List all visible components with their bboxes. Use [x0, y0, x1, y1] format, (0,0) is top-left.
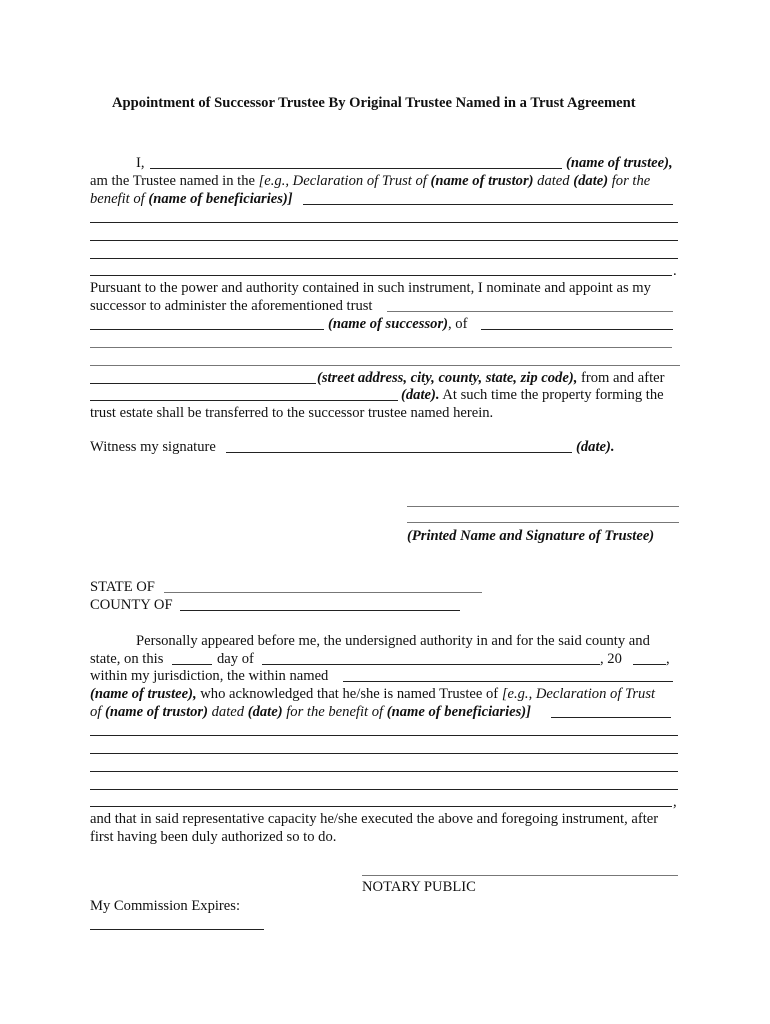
- name-of-trustee-hint: (name of trustee),: [566, 155, 673, 171]
- ack-line5: [90, 703, 531, 721]
- successor-name-line[interactable]: [90, 329, 324, 330]
- state-line[interactable]: [164, 592, 482, 593]
- blank-line-3[interactable]: [90, 258, 678, 259]
- day-line[interactable]: [172, 664, 212, 665]
- ack-date-hint: (date): [247, 704, 283, 720]
- ack-name-of-beneficiaries-hint: (name of beneficiaries)]: [386, 704, 532, 720]
- trustee-name-line[interactable]: [150, 168, 562, 169]
- ack-state-on-this: state, on this: [90, 651, 164, 667]
- address-line-3[interactable]: [90, 383, 316, 384]
- name-of-beneficiaries-hint: (name of beneficiaries)]: [148, 191, 293, 207]
- p2-line2: successor to administer the aforementioned trust: [90, 298, 373, 314]
- blank-line-4[interactable]: [90, 275, 672, 276]
- address-line-1[interactable]: [90, 347, 672, 348]
- p2-line1: Pursuant to the power and authority contained in such instrument, I nominate and appoint as my: [90, 280, 651, 296]
- ack-blank-line-2[interactable]: [90, 753, 678, 754]
- trust-name-line[interactable]: [387, 311, 673, 312]
- ack-trailing-comma: ,: [673, 794, 677, 810]
- commission-expires-label: My Commission Expires:: [90, 898, 240, 914]
- blank-line-1[interactable]: [90, 222, 678, 223]
- ack-comma: ,: [666, 651, 670, 667]
- street-address-hint: (street address, city, county, state, zip code),: [317, 370, 578, 386]
- named-trustee-line[interactable]: [343, 681, 673, 682]
- trustee-signature-line[interactable]: [407, 522, 679, 523]
- witness-label: Witness my signature: [90, 439, 216, 455]
- ack-name-of-trustor-hint: (name of trustor): [105, 704, 208, 720]
- p1-benefit-of: benefit of: [90, 191, 149, 207]
- ack-line4: [90, 685, 655, 703]
- p2-line3: [328, 315, 467, 333]
- p1-line2: [90, 172, 650, 190]
- witness-date-hint: (date).: [576, 439, 615, 455]
- ack-for-benefit: for the benefit of: [282, 704, 387, 720]
- witness-signature-line[interactable]: [226, 452, 572, 453]
- page-title: Appointment of Successor Trustee By Original Trustee Named in a Trust Agreement: [112, 95, 636, 111]
- ack-name-of-trustee-hint: (name of trustee),: [90, 686, 197, 702]
- name-of-trustor-hint: (name of trustor): [430, 173, 534, 189]
- signature-caption: (Printed Name and Signature of Trustee): [407, 528, 655, 544]
- effective-date-line[interactable]: [90, 400, 398, 401]
- p1-for-the: for the: [608, 173, 651, 189]
- ack-dated: dated: [207, 704, 248, 720]
- ack-year-prefix: , 20: [600, 651, 622, 667]
- p2-of: , of: [447, 316, 468, 332]
- ack-line7: first having been duly authorized so to do.: [90, 829, 337, 845]
- ack-day-of: day of: [217, 651, 254, 667]
- ack-line1: Personally appeared before me, the undersigned authority in and for the said county and: [136, 633, 650, 649]
- ack-blank-line-3[interactable]: [90, 771, 678, 772]
- date-hint-2: (date).: [401, 387, 440, 403]
- ack-beneficiaries-line[interactable]: [551, 717, 671, 718]
- ack-of: of: [90, 704, 105, 720]
- p2-line6: [401, 386, 664, 404]
- beneficiaries-line[interactable]: [303, 204, 673, 205]
- date-hint: (date): [573, 173, 609, 189]
- ack-line3: within my jurisdiction, the within named: [90, 668, 329, 684]
- trustee-printed-name-line[interactable]: [407, 506, 679, 507]
- county-of-label: COUNTY OF: [90, 597, 173, 613]
- successor-of-line[interactable]: [481, 329, 673, 330]
- p2-line5: [317, 369, 664, 387]
- p1-period: .: [673, 263, 677, 279]
- ack-blank-line-4[interactable]: [90, 789, 678, 790]
- ack-blank-line-5[interactable]: [90, 806, 672, 807]
- p1-decl-hint: [e.g., Declaration of Trust of: [258, 173, 431, 189]
- p2-from-after: from and after: [577, 370, 665, 386]
- commission-expires-line[interactable]: [90, 929, 264, 930]
- ack-line6: and that in said representative capacity he/she executed the above and foregoing instrument, after: [90, 811, 659, 827]
- county-line[interactable]: [180, 610, 460, 611]
- month-line[interactable]: [262, 664, 600, 665]
- i-label: I,: [136, 155, 145, 171]
- p1-line3: [90, 190, 293, 208]
- ack-blank-line-1[interactable]: [90, 735, 678, 736]
- address-line-2[interactable]: [90, 365, 680, 366]
- year-line[interactable]: [633, 664, 666, 665]
- blank-line-2[interactable]: [90, 240, 678, 241]
- ack-decl-hint: [e.g., Declaration of Trust: [501, 686, 656, 702]
- p1-dated: dated: [533, 173, 574, 189]
- notary-signature-line[interactable]: [362, 875, 678, 876]
- p2-such-time: At such time the property forming the: [439, 387, 664, 403]
- notary-public-label: NOTARY PUBLIC: [362, 879, 476, 895]
- name-of-successor-hint: (name of successor): [328, 316, 448, 332]
- p2-line7: trust estate shall be transferred to the successor trustee named herein.: [90, 405, 494, 421]
- ack-acknowledged: who acknowledged that he/she is named Trustee of: [196, 686, 502, 702]
- p1-text: am the Trustee named in the: [90, 173, 259, 189]
- state-of-label: STATE OF: [90, 579, 155, 595]
